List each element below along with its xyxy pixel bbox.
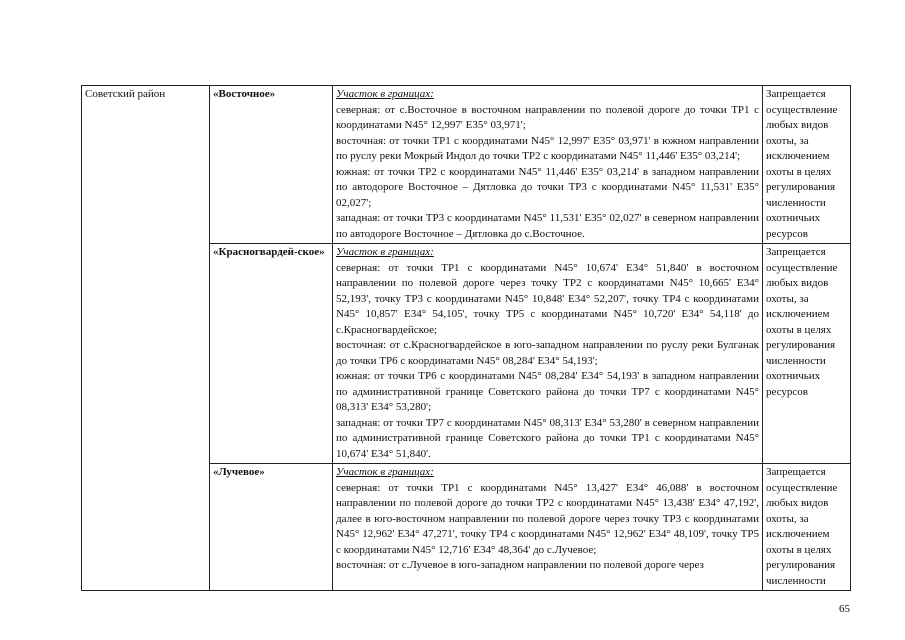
restriction-cell: Запрещается осуществление любых видов охоты, за исключением охоты в целях регулирования численности охотничьих ресурсов [763, 244, 851, 464]
page-number: 65 [839, 603, 850, 615]
boundary-north: северная: от точки ТР1 с координатами N45° 10,674' E34° 51,840' в восточном направлении по полевой дороге через точку ТР2 с координатами N45° 10,665' E34° 52,193', точку ТР3 с координатами N45° 10,848' E34° 52,207', точку ТР4 с координатами N45° 10,857' E34° 54,105', точку ТР5 с координатами N45° 10,720' E34° 54,118' до с.Красногвардейское; [336, 261, 759, 336]
boundary-heading: Участок в границах: [336, 88, 434, 100]
ground-name: «Восточное» [210, 86, 333, 244]
boundary-north: северная: от с.Восточное в восточном направлении по полевой дороге до точки ТР1 с координатами N45° 12,997' E35° 03,971'; [336, 103, 759, 131]
boundary-east: восточная: от с.Красногвардейское в юго-западном направлении по руслу реки Булганак до точки ТР6 с координатами N45° 08,284' E34° 54,193'; [336, 339, 759, 367]
boundary-west: западная: от точки ТР3 с координатами N45° 11,531' E35° 02,027' в северном направлении по автодороге Восточное – Дятловка до с.Восточное. [336, 212, 759, 240]
district-cell: Советский район [82, 86, 210, 591]
restriction-cell: Запрещается осуществление любых видов охоты, за исключением охоты в целях регулирования численности охотничьих ресурсов [763, 86, 851, 244]
boundary-west: западная: от точки ТР7 с координатами N45° 08,313' E34° 53,280' в северном направлении по административной границе Советского района до точки ТР1 с координатами N45° 10,674' E34° 51,840'. [336, 416, 759, 460]
boundary-south: южная: от точки ТР2 с координатами N45° 11,446' E35° 03,214' в западном направлении по автодороге Восточное – Дятловка до точки ТР3 с координатами N45° 11,531' E35° 02,027'; [336, 165, 759, 209]
boundary-north: северная: от точки ТР1 с координатами N45° 13,427' E34° 46,088' в восточном направлении по полевой дороге до точки ТР2 с координатами N45° 13,438' E34° 47,192', далее в юго-восточном направлении по полевой дороге через точку ТР3 с координатами N45° 12,962' E34° 47,271', точку ТР4 с координатами N45° 12,962' E34° 48,109', точку ТР5 с координатами N45° 12,716' E34° 48,364' до с.Лучевое; [336, 481, 759, 556]
boundary-description [333, 86, 763, 244]
boundary-east: восточная: от с.Лучевое в юго-западном направлении по полевой дороге через [336, 559, 704, 571]
boundary-south: южная: от точки ТР6 с координатами N45° 08,284' E34° 54,193' в западном направлении по административной границе Советского района до точки ТР7 с координатами N45° 08,313' E34° 53,280'; [336, 370, 759, 413]
table-row [82, 86, 851, 244]
boundary-heading: Участок в границах: [336, 246, 434, 258]
restriction-cell: Запрещается осуществление любых видов охоты, за исключением охоты в целях регулирования численности [763, 464, 851, 591]
boundary-heading: Участок в границах: [336, 466, 434, 478]
ground-name: «Лучевое» [210, 464, 333, 591]
boundary-description [333, 244, 763, 464]
boundary-description [333, 464, 763, 591]
hunting-grounds-table [81, 85, 851, 591]
boundary-east: восточная: от точки ТР1 с координатами N45° 12,997' E35° 03,971' в южном направлении по руслу реки Мокрый Индол до точки ТР2 с координатами N45° 11,446' E35° 03,214'; [336, 134, 759, 162]
ground-name: «Красногвардей-ское» [210, 244, 333, 464]
